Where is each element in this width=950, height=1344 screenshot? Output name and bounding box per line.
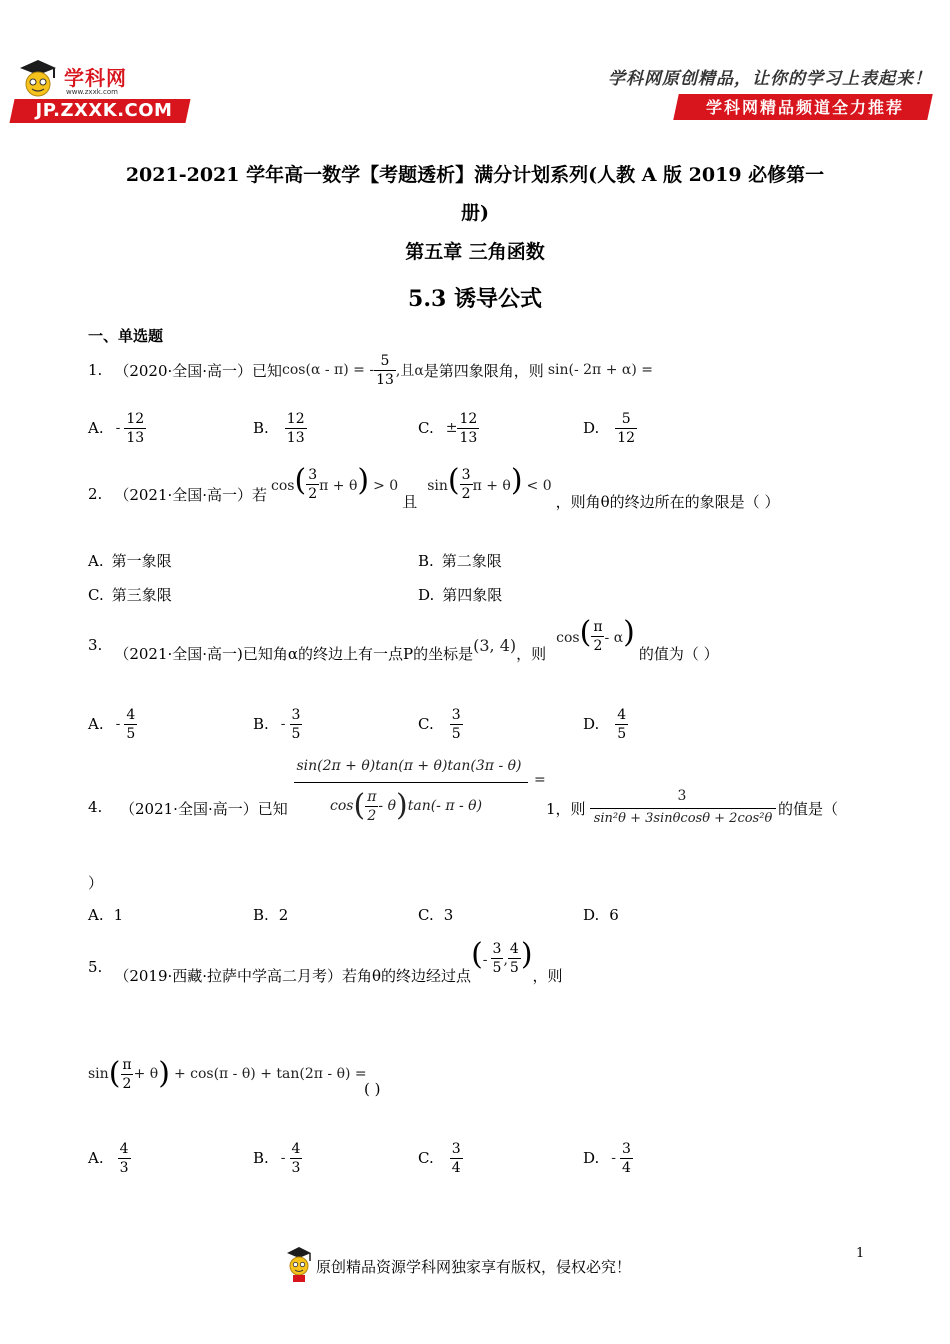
fraction: $\frac{4}{3}$ [291, 1140, 301, 1176]
question-number: 5. [88, 958, 103, 976]
fraction: $\frac{4}{3}$ [119, 1140, 129, 1176]
chapter-title: 第五章 三角函数 [405, 241, 545, 263]
question-1 [88, 350, 653, 390]
fraction: $\frac{3}{5}$ [492, 941, 502, 976]
fraction: $\frac{5}{12}$ [617, 410, 636, 446]
fraction: $\frac{\pi}{2}$ [367, 788, 377, 824]
option-b[interactable]: B. - $\frac{3}{5}$ [253, 706, 301, 742]
fraction: $\frac{5}{13}$ [376, 352, 394, 388]
fraction: $\frac{\pi}{2}$ [122, 1056, 132, 1092]
option-c[interactable]: C. 第三象限 [88, 586, 172, 604]
question-source: （2021·全国·高一）已知 [120, 800, 288, 818]
option-b[interactable]: B. 第二象限 [418, 552, 502, 570]
fraction: $\frac{4}{5}$ [126, 706, 136, 742]
question-number: 1. [88, 361, 103, 379]
question-text: 是第四象限角，则 [423, 361, 544, 380]
page-number: 1 [856, 1246, 865, 1261]
fraction: $\frac{4}{5}$ [617, 706, 627, 742]
option-b[interactable]: B. $\frac{12}{13}$ [253, 410, 305, 446]
options-q3 [88, 702, 788, 746]
section-title: 5.3 诱导公式 [408, 286, 542, 312]
fraction: $\frac{\pi}{2}$ [593, 619, 603, 654]
mascot-icon [14, 58, 60, 100]
option-a[interactable]: A. - $\frac{12}{13}$ [88, 410, 145, 446]
answer-blank: ( ) [364, 1080, 381, 1098]
option-a[interactable]: A. 1 [88, 906, 124, 924]
equals-sign: = [534, 772, 546, 788]
doc-title-line2: 册) [461, 202, 489, 224]
site-logo[interactable] [12, 58, 192, 128]
fraction: $\frac{4}{5}$ [509, 941, 519, 976]
logo-url: www.zxxk.com [66, 88, 118, 96]
mascot-icon [284, 1244, 314, 1284]
logo-text: 学科网 [64, 66, 127, 90]
fraction: $\frac{3}{2}$ [461, 467, 471, 502]
fraction-bar [294, 782, 528, 783]
given-value: 1，则 [546, 800, 586, 818]
options-q1 [88, 406, 788, 450]
option-a[interactable]: A. $\frac{4}{3}$ [88, 1140, 129, 1176]
option-d[interactable]: D. $\frac{4}{5}$ [583, 706, 627, 742]
fraction-denominator: sin²θ + 3sinθcosθ + 2cos²θ [593, 811, 773, 826]
fraction: $\frac{3}{4}$ [451, 1140, 461, 1176]
fraction: $\frac{3}{5}$ [451, 706, 461, 742]
fraction: $\frac{3}{2}$ [308, 467, 318, 502]
question-source: （2020·全国·高一）已知 [114, 361, 283, 380]
question-source: （2021·全国·高一）若 [114, 485, 268, 504]
fraction-bar [590, 808, 776, 809]
options-q5 [88, 1136, 788, 1180]
fraction: $\frac{3}{4}$ [622, 1140, 631, 1176]
option-b[interactable]: B. 2 [253, 906, 289, 924]
question-number: 2. [88, 485, 103, 503]
math-expression: sin(- 2π + α) = [547, 362, 653, 378]
option-c[interactable]: C. ± $\frac{12}{13}$ [418, 410, 478, 446]
question-5: 5. （2019·西藏·拉萨中学高二月考）若角θ的终边经过点 ( - $\frac{3}{5}$ , $\frac{4}{5}$ ) ，则 [88, 937, 563, 985]
big-fraction-numerator: sin(2π + θ)tan(π + θ)tan(3π - θ) [296, 758, 522, 774]
question-source: （2021·全国·高一)已知角α的终边上有一点P的坐标是 [114, 645, 474, 663]
fraction: $\frac{12}{13}$ [286, 410, 305, 446]
point-coordinates: (3, 4) [473, 636, 517, 655]
question-text: 的值是（ [778, 800, 839, 818]
question-number: 3. [88, 636, 103, 654]
option-c[interactable]: C. $\frac{3}{5}$ [418, 706, 461, 742]
math-expression: cos(α - π) = - [282, 362, 375, 378]
question-source: （2019·西藏·拉萨中学高二月考）若角θ的终边经过点 [114, 967, 472, 985]
option-a[interactable]: A. 第一象限 [88, 552, 172, 570]
fraction: $\frac{3}{5}$ [291, 706, 301, 742]
option-b[interactable]: B. - $\frac{4}{3}$ [253, 1140, 301, 1176]
logo-domain: JP.ZXXK.COM [35, 100, 173, 121]
doc-title-line1: 2021-2021 学年高一数学【考题透析】满分计划系列(人教 A 版 2019 必修第一 [125, 164, 825, 186]
big-fraction-denominator: cos ( $\frac{\pi}{2}$ - θ ) tan(- π - θ) [330, 788, 483, 824]
question-2: 2. （2021·全国·高一）若 cos ( $\frac{3}{2}$ π + θ ) > 0 且 sin ( $\frac{3}{2}$ π + θ ) < 0 ，则角θ的终边所在的象限是（ ） [88, 463, 780, 511]
option-c[interactable]: C. 3 [418, 906, 454, 924]
question-number: 4. [88, 798, 103, 816]
copyright-notice: 原创精品资源学科网独家享有版权，侵权必究！ [316, 1258, 632, 1276]
question-3: 3. （2021·全国·高一)已知角α的终边上有一点P的坐标是 (3, 4) ，则 cos ( $\frac{\pi}{2}$ - α ) 的值为（ ） [88, 615, 719, 663]
fraction: $\frac{12}{13}$ [459, 410, 478, 446]
question-5-expression: sin ( $\frac{\pi}{2}$ + θ ) + cos(π - θ) + tan(2π - θ) = [88, 1056, 367, 1092]
question-text: ,且α [395, 363, 424, 379]
option-c[interactable]: C. $\frac{3}{4}$ [418, 1140, 461, 1176]
fraction: $\frac{12}{13}$ [126, 410, 145, 446]
part-heading: 一、单选题 [88, 327, 164, 345]
option-d[interactable]: D. $\frac{5}{12}$ [583, 410, 636, 446]
option-d[interactable]: D. 第四象限 [418, 586, 503, 604]
option-a[interactable]: A. - $\frac{4}{5}$ [88, 706, 136, 742]
fraction-numerator: 3 [677, 788, 687, 804]
header-slogan: 学科网原创精品，让你的学习上表起来！ [608, 69, 932, 89]
recommend-text: 学科网精品频道全力推荐 [705, 98, 904, 117]
question-text: ） [88, 874, 104, 892]
option-d[interactable]: D. - $\frac{3}{4}$ [583, 1140, 631, 1176]
option-d[interactable]: D. 6 [583, 906, 619, 924]
